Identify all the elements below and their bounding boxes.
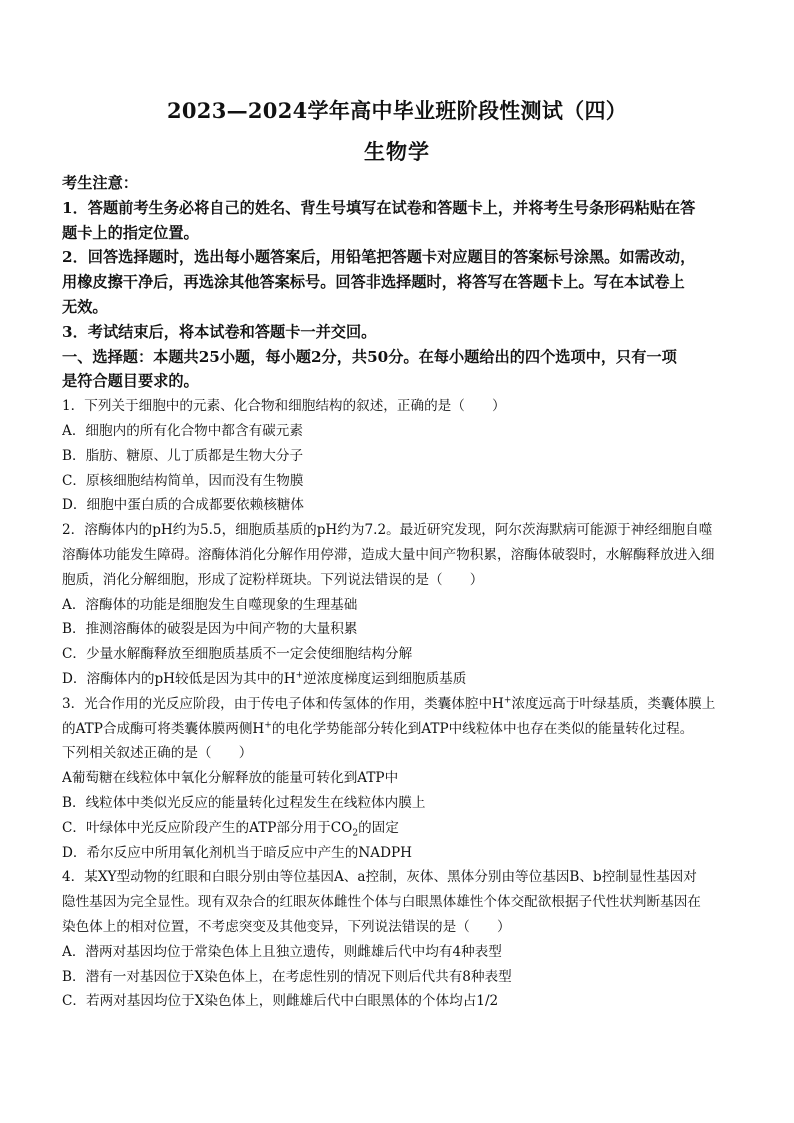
question-2-stem: 2．溶酶体内的pH约为5.5，细胞质基质的pH约为7.2。最近研究发现，阿尔茨海默病可能源于神经细胞自噬 xyxy=(62,522,713,539)
question-4-option-b: B．潜有一对基因位于X染色体上，在考虑性别的情况下则后代共有8种表型 xyxy=(62,968,512,985)
question-2-option-c: C．少量水解酶释放至细胞质基质不一定会使细胞结构分解 xyxy=(62,646,413,663)
stem-text: 的电化学势能部分转化到ATP中线粒体中也存在类似的能量转化过程。 xyxy=(271,720,694,737)
notice-line: 3．考试结束后，将本试卷和答题卡一并交回。 xyxy=(62,322,377,341)
subscript: 2 xyxy=(352,828,359,839)
question-2-stem: 胞质，消化分解细胞，形成了淀粉样斑块。下列说法错误的是（ ） xyxy=(62,571,484,588)
question-3-stem: 下列相关叙述正确的是（ ） xyxy=(62,745,253,762)
superscript: + xyxy=(264,720,272,730)
question-1-stem: 1．下列关于细胞中的元素、化合物和细胞结构的叙述，正确的是（ ） xyxy=(62,398,506,415)
section-heading: 一、选择题：本题共25小题，每小题2分，共50分。在每小题给出的四个选项中，只有一项 xyxy=(62,347,677,366)
question-4-option-c: C．若两对基因均位于X染色体上，则雌雄后代中白眼黑体的个体均占1/2 xyxy=(62,993,499,1010)
notice-line: 无效。 xyxy=(62,297,108,316)
option-text: 逆浓度梯度运到细胞质基质 xyxy=(303,670,467,687)
question-3-option-a: A葡萄糖在线粒体中氧化分解释放的能量可转化到ATP中 xyxy=(62,770,399,787)
question-2-option-d xyxy=(62,667,744,692)
notice-line: 题卡上的指定位置。 xyxy=(62,223,199,242)
question-1-option-c: C．原核细胞结构简单，因而没有生物膜 xyxy=(62,472,304,489)
option-text: 的固定 xyxy=(358,819,399,836)
question-2-option-a: A．溶酶体的功能是细胞发生自噬现象的生理基础 xyxy=(62,596,358,613)
question-4-stem: 4．某XY型动物的红眼和白眼分别由等位基因A、a控制，灰体、黑体分别由等位基因B、b控制显性基因对 xyxy=(62,869,697,886)
exam-content xyxy=(62,171,744,1014)
section-heading: 是符合题目要求的。 xyxy=(62,372,199,391)
notice-heading: 考生注意： xyxy=(62,174,138,192)
question-2-stem: 溶酶体功能发生障碍。溶酶体消化分解作用停滞，造成大量中间产物积累，溶酶体破裂时，水解酶释放进入细 xyxy=(62,546,715,563)
notice-line: 用橡皮擦干净后，再选涂其他答案标号。回答非选择题时，将答写在答题卡上。写在本试卷上 xyxy=(62,273,685,292)
question-4-stem: 染色体上的相对位置，不考虑突变及其他变异，下列说法错误的是（ ） xyxy=(62,918,511,935)
question-2-option-b: B．推测溶酶体的破裂是因为中间产物的大量积累 xyxy=(62,621,358,638)
exam-title: 2023—2024学年高中毕业班阶段性测试（四） xyxy=(166,98,628,123)
notice-line: 2．回答选择题时，选出每小题答案后，用铅笔把答题卡对应题目的答案标号涂黑。如需改动， xyxy=(62,248,696,267)
notice-line: 1．答题前考生务必将自己的姓名、背生号填写在试卷和答题卡上，并将考生号条形码粘贴在答 xyxy=(62,198,696,217)
question-4-option-a: A．潜两对基因均位于常染色体上且独立遗传，则雌雄后代中均有4种表型 xyxy=(62,943,502,960)
question-3-stem xyxy=(62,717,744,742)
question-3-option-b: B．线粒体中类似光反应的能量转化过程发生在线粒体内膜上 xyxy=(62,794,426,811)
question-1-option-b: B．脂肪、糖原、儿丁质都是生物大分子 xyxy=(62,447,304,464)
stem-text: 3．光合作用的光反应阶段，由于传电子体和传氢体的作用，类囊体腔中H xyxy=(62,695,504,712)
question-4-stem: 隐性基因为完全显性。现有双杂合的红眼灰体雌性个体与白眼黑体雄性个体交配欲根据子代性状判断基因在 xyxy=(62,894,701,911)
stem-text: 的ATP合成酶可将类囊体膜两侧H xyxy=(62,720,265,737)
superscript: + xyxy=(295,670,304,681)
question-3-option-c xyxy=(62,816,744,841)
option-text: C．叶绿体中光反应阶段产生的ATP部分用于CO xyxy=(62,819,353,836)
superscript: + xyxy=(503,695,512,706)
question-3-stem xyxy=(62,692,744,717)
stem-text: 浓度远高于叶绿基质，类囊体膜上 xyxy=(511,695,716,712)
exam-subject: 生物学 xyxy=(364,139,430,164)
option-text: D．溶酶体内的pH较低是因为其中的H xyxy=(62,670,296,687)
question-1-option-d: D．细胞中蛋白质的合成都要依赖核糖体 xyxy=(62,497,304,514)
question-1-option-a: A．细胞内的所有化合物中都含有碳元素 xyxy=(62,422,303,439)
question-3-option-d: D．希尔反应中所用氧化剂机当于暗反应中产生的NADPH xyxy=(62,844,412,861)
